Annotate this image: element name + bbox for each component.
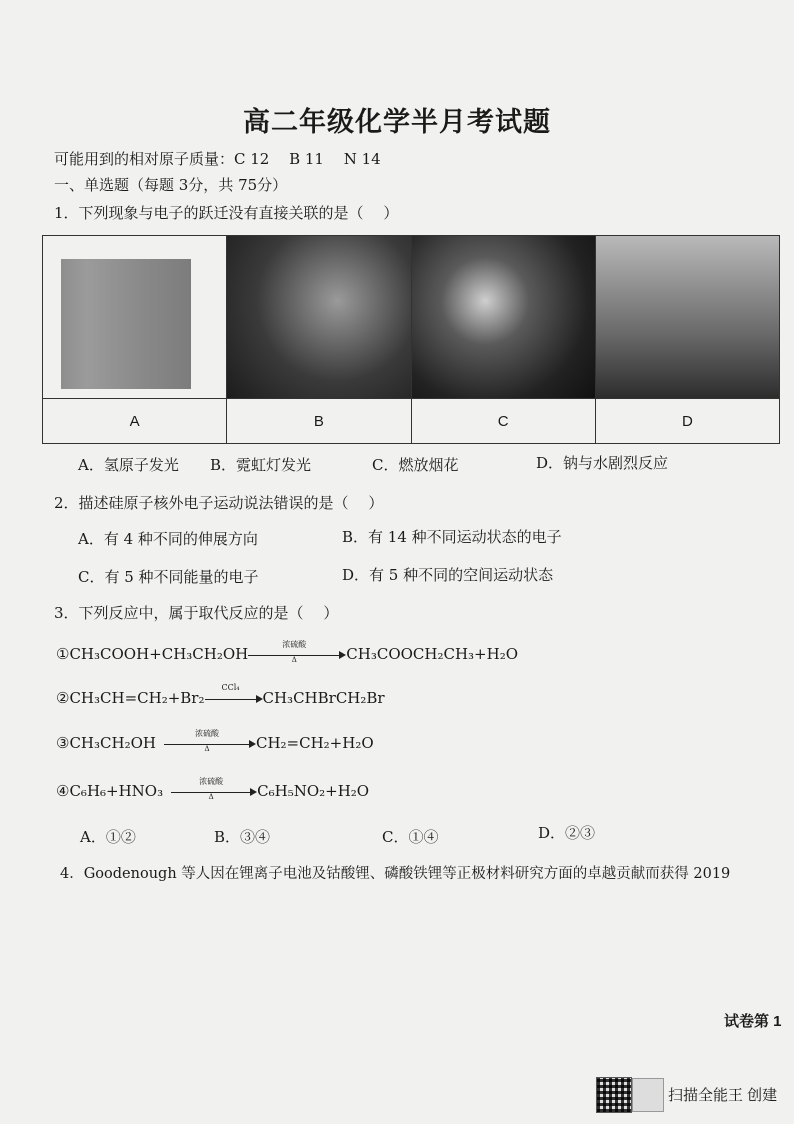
reaction-1-products: CH₃COOCH₂CH₃+H₂O bbox=[346, 645, 519, 663]
scanner-logo-icon bbox=[632, 1078, 664, 1112]
reaction-2-reactants: ②CH₃CH=CH₂+Br₂ bbox=[56, 689, 205, 707]
reaction-4 bbox=[56, 777, 370, 801]
image-cell-c bbox=[411, 236, 595, 399]
reaction-4-products: C₆H₅NO₂+H₂O bbox=[257, 782, 370, 800]
reaction-1 bbox=[56, 640, 519, 664]
q2-option-c: C．有 5 种不同能量的电子 bbox=[78, 568, 259, 586]
reaction-1-arrow bbox=[248, 640, 346, 664]
reaction-2-condition: CCl₄ bbox=[221, 683, 240, 692]
image-label-c: C bbox=[411, 399, 595, 444]
reaction-4-reactants: ④C₆H₆+HNO₃ bbox=[56, 782, 164, 800]
hydrogen-light-photo bbox=[61, 259, 191, 389]
image-label-a: A bbox=[43, 399, 227, 444]
reaction-2 bbox=[56, 683, 385, 707]
question-2-stem: 2．描述硅原子核外电子运动说法错误的是（ ） bbox=[54, 494, 384, 512]
image-label-d: D bbox=[595, 399, 779, 444]
sodium-water-photo bbox=[596, 236, 779, 398]
q3-option-b: B．③④ bbox=[214, 828, 271, 846]
q1-option-b: B．霓虹灯发光 bbox=[210, 456, 312, 474]
q3-option-d: D．②③ bbox=[538, 824, 596, 842]
fireworks-photo bbox=[412, 236, 595, 398]
q3-option-a: A．①② bbox=[80, 828, 136, 846]
reaction-3-condition: 浓硫酸 bbox=[194, 729, 219, 738]
neon-light-photo bbox=[227, 236, 410, 398]
reaction-3-reactants: ③CH₃CH₂OH bbox=[56, 734, 156, 752]
reaction-3 bbox=[56, 729, 374, 753]
q2-option-b: B．有 14 种不同运动状态的电子 bbox=[342, 528, 562, 546]
image-label-b: B bbox=[227, 399, 411, 444]
reaction-1-reactants: ①CH₃COOH+CH₃CH₂OH bbox=[56, 645, 249, 663]
question-1-stem: 1．下列现象与电子的跃迁没有直接关联的是（ ） bbox=[54, 204, 399, 222]
page-title: 高二年级化学半月考试题 bbox=[243, 107, 551, 138]
reaction-1-heat: Δ bbox=[291, 656, 297, 664]
reaction-2-products: CH₃CHBrCH₂Br bbox=[262, 689, 385, 707]
q1-option-c: C．燃放烟花 bbox=[372, 456, 459, 474]
scanner-watermark: 扫描全能王 创建 bbox=[668, 1087, 778, 1104]
image-cell-a bbox=[43, 236, 227, 399]
q1-option-a: A．氢原子发光 bbox=[78, 456, 179, 474]
reaction-1-condition: 浓硫酸 bbox=[282, 640, 307, 649]
q3-option-c: C．①④ bbox=[382, 828, 439, 846]
reaction-4-arrow bbox=[171, 777, 257, 801]
image-cell-d bbox=[595, 236, 779, 399]
reaction-3-heat: Δ bbox=[204, 745, 210, 753]
section-heading: 一、单选题（每题 3分，共 75分） bbox=[54, 176, 288, 194]
question-1-image-table bbox=[42, 235, 780, 444]
q2-option-a: A．有 4 种不同的伸展方向 bbox=[78, 530, 258, 548]
image-cell-b bbox=[227, 236, 411, 399]
q1-option-d: D．钠与水剧烈反应 bbox=[536, 454, 669, 472]
reaction-4-condition: 浓硫酸 bbox=[199, 777, 224, 786]
reaction-3-products: CH₂=CH₂+H₂O bbox=[255, 734, 374, 752]
reaction-3-arrow bbox=[164, 729, 256, 753]
atomic-mass-line: 可能用到的相对原子质量：C 12 B 11 N 14 bbox=[54, 150, 381, 168]
reaction-2-arrow bbox=[205, 683, 263, 706]
question-3-stem: 3．下列反应中，属于取代反应的是（ ） bbox=[54, 604, 339, 622]
reaction-4-heat: Δ bbox=[208, 793, 214, 801]
qr-code-icon bbox=[596, 1077, 632, 1113]
question-4-stem: 4．Goodenough 等人因在锂离子电池及钴酸锂、磷酸铁锂等正极材料研究方面的卓越贡献而获得 2019 bbox=[60, 866, 731, 882]
page-number-label: 试卷第 1 bbox=[724, 1013, 782, 1030]
q2-option-d: D．有 5 种不同的空间运动状态 bbox=[342, 566, 554, 584]
